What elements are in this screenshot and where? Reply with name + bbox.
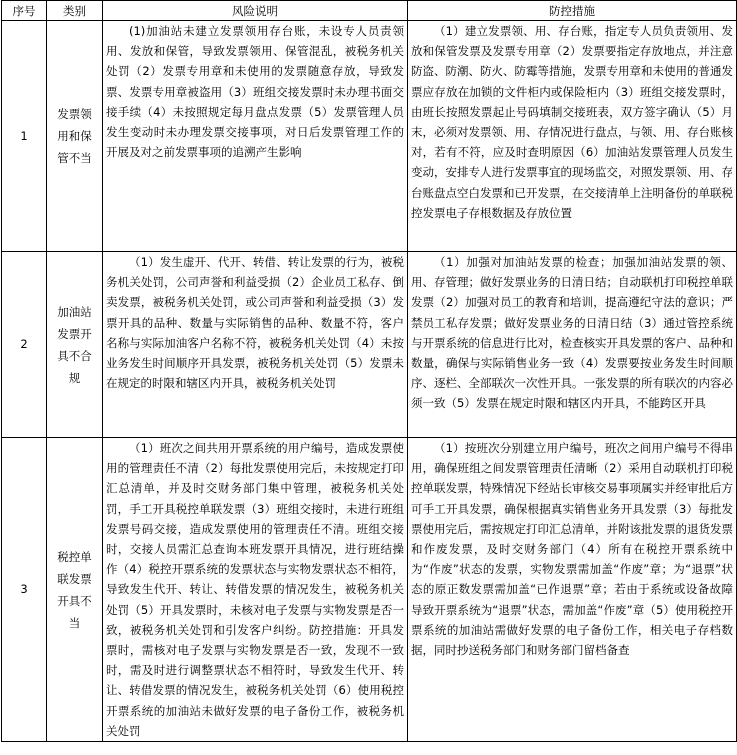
row-risk: （1）班次之间共用开票系统的用户编号，造成发票使用的管理责任不清（2）每批发票使用完后，未按规定打印汇总清单，并及时交财务部门集中管理，被税务机关处罚，手工开具税控单联发票（3）班组交接时，未进行班组发票号码交接，造成发票使用的管理责任不清。班组交接时，交接人员需汇总查询本班发票开具情况，进行班结操作（4）税控开票系统的发票状态与实物发票状态不相符，导致发生代开、转让、转借发票的情况发生，被税务机关处罚（5）开具发票时，未核对电子发票与实物发票是否一致，被税务机关处罚和引发客户纠纷。防控措施：开具发票时，需核对电子发票与实物发票是否一致，发现不一致时，需及时进行调整票状态不相符时，导致发生代开、转让、转借发票的情况发生，被税务机关处罚（6）使用税控开票系统的加油站未做好发票的电子备份工作，被税务机关处罚 (103, 438, 408, 742)
header-risk: 风险说明 (103, 1, 408, 21)
header-control: 防控措施 (408, 1, 737, 21)
row-category: 加油站发票开具不合规 (47, 252, 103, 438)
table-row (2, 21, 737, 252)
row-control: （1）建立发票领、用、存台账，指定专人员负责领用、发放和保管发票及发票专用章（2）发票要指定存放地点，并注意防盗、防潮、防火、防霉等措施，发票专用章和未使用的普通发票应存放在加锁的文件柜内或保险柜内（3）班组交接发票时，由班长按照发票起止号码填制交接班表，双方签字确认（5）月末，必须对发票领、用、存情况进行盘点，与领、用、存台账核对，若有不符，应及时查明原因（6）加油站发票管理人员发生变动，安排专人进行发票事宜的现场监交，对照发票领、用、存台账盘点空白发票和已开发票，在交接清单上注明备份的单联税控发票电子存根数据及存放位置 (408, 21, 737, 252)
row-number: 2 (2, 252, 47, 438)
row-control: （1）按班次分别建立用户编号，班次之间用户编号不得串用，确保班组之间发票管理责任清晰（2）采用自动联机打印税控单联发票，特殊情况下经站长审核交易事项属实并经审批后方可手工开具发票，确保根据真实销售业务开具发票（3）每批发票使用完后，需按规定打印汇总清单，并附该批发票的退货发票和作废发票，及时交财务部门（4）所有在税控开票系统中为“作废”状态的发票，实物发票需加盖“作废”章；为“退票”状态的原正数发票需加盖“已作退票”章；若由于系统或设备故障导致开票系统为“退票”状态，需加盖“作废”章（5）使用税控开票系统的加油站需做好发票的电子备份工作，相关电子存档数据，同时抄送税务部门和财务部门留档备查 (408, 438, 737, 742)
header-no: 序号 (2, 1, 47, 21)
risk-table (1, 0, 737, 742)
row-control: （1）加强对加油站发票的检查；加强加油站发票的领、用、存管理；做好发票业务的日清日结；自动联机打印税控单联发票（2）加强对员工的教育和培训，提高遵纪守法的意识；严禁员工私存发票；做好发票业务的日清日结（3）通过管控系统与开票系统的信息进行比对，检查核实开具发票的客户、品种和数量，确保与实际销售业务一致（4）发票要按业务发生时间顺序、逐栏、全部联次一次性开具。一张发票的所有联次的内容必须一致（5）发票在规定时限和辖区内开具，不能跨区开具 (408, 252, 737, 438)
table-row (2, 252, 737, 438)
header-category: 类别 (47, 1, 103, 21)
row-number: 1 (2, 21, 47, 252)
row-risk: (1)加油站未建立发票领用存台账，未设专人员责领用、发放和保管，导致发票领用、保管混乱，被税务机关处罚（2）发票专用章和未使用的发票随意存放，导致发票、发票专用章被盗用（3）班组交接发票时未办理书面交接手续（4）未按照规定每月盘点发票（5）发票管理人员发生变动时未办理发票交接事项，对日后发票管理工作的开展及对之前发票事项的追溯产生影响 (103, 21, 408, 252)
row-risk: （1）发生虚开、代开、转借、转让发票的行为，被税务机关处罚，公司声誉和利益受损（2）企业员工私存、倒卖发票，被税务机关处罚，或公司声誉和利益受损（3）发票开具的品种、数量与实际销售的品种、数量不符，客户名称与实际加油客户名称不符，被税务机关处罚（4）未按业务发生时间顺序开具发票，被税务机关处罚（5）发票未在规定的时限和辖区内开具，被税务机关处罚 (103, 252, 408, 438)
table-row (2, 438, 737, 742)
row-number: 3 (2, 438, 47, 742)
row-category: 发票领用和保管不当 (47, 21, 103, 252)
row-category: 税控单联发票开具不当 (47, 438, 103, 742)
header-row (2, 1, 737, 21)
